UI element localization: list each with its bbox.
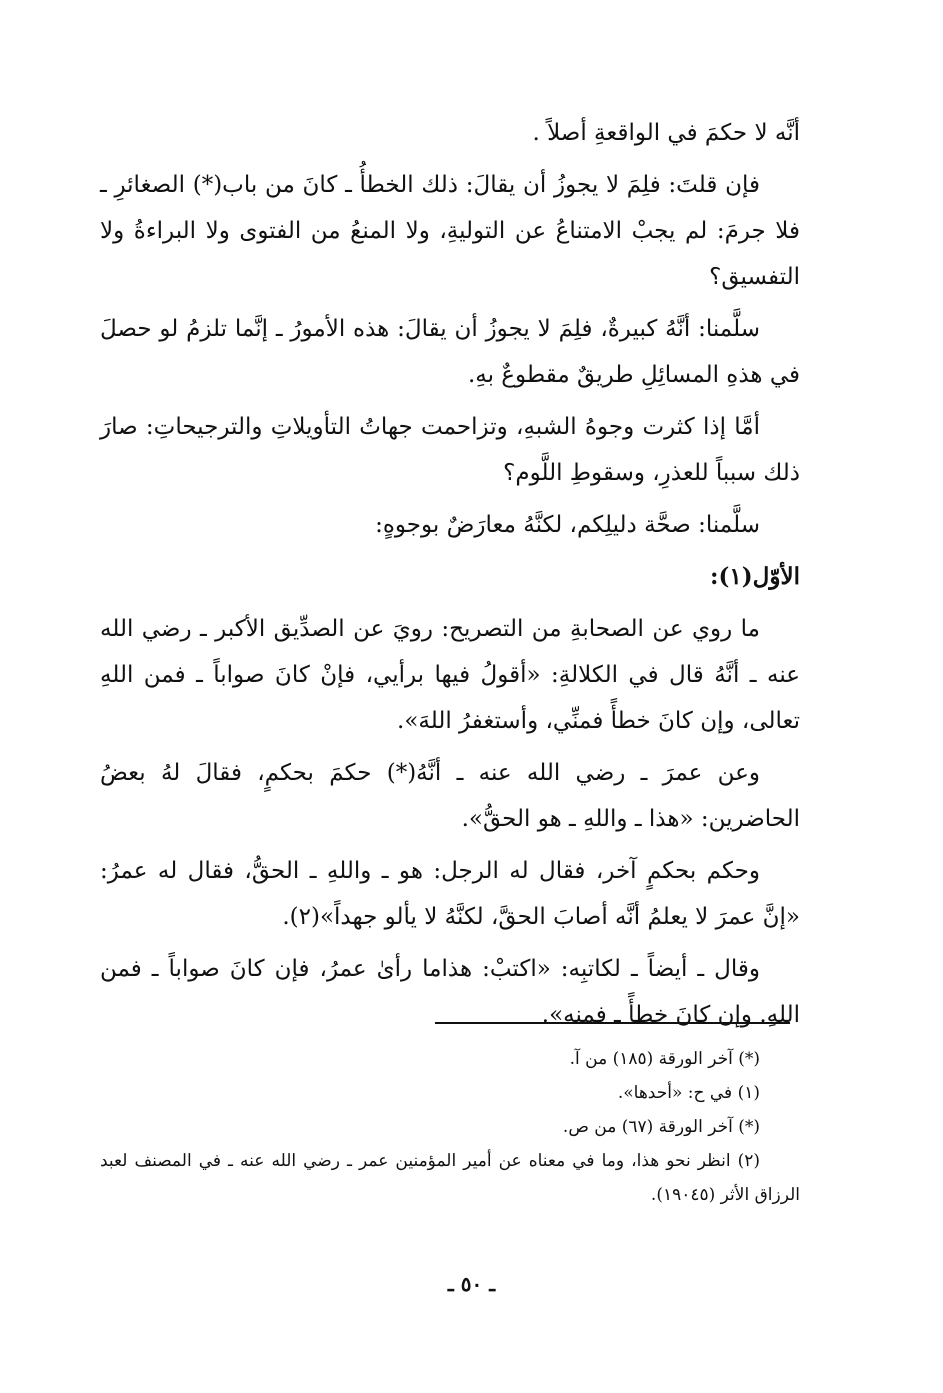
- paragraph: وحكم بحكمٍ آخر، فقال له الرجل: هو ـ واللهِ ـ الحقُّ، فقال له عمرُ: «إنَّ عمرَ لا يعلمُ أنَّه أصابَ الحقَّ، لكنَّهُ لا يألو جهداً»(٢).: [100, 858, 800, 930]
- footnotes: [100, 1042, 800, 1212]
- paragraph: وعن عمرَ ـ رضي الله عنه ـ أنَّهُ(*) حكمَ بحكمٍ، فقالَ لهُ بعضُ الحاضرين: «هذا ـ واللهِ ـ هو الحقُّ».: [100, 760, 800, 832]
- footnote: (١) في ح: «أحدها».: [617, 1083, 760, 1103]
- main-text: [100, 110, 800, 1044]
- paragraph: أمَّا إذا كثرت وجوهُ الشبهِ، وتزاحمت جهاتُ التأويلاتِ والترجيحاتِ: صارَ ذلك سبباً للعذرِ، وسقوطِ اللَّوم؟: [100, 414, 800, 486]
- paragraph: سلَّمنا: صحَّة دليلِكم، لكنَّهُ معارَضٌ بوجوهٍ:: [375, 512, 760, 538]
- paragraph: وقال ـ أيضاً ـ لكاتبِه: «اكتبْ: هذاما رأىٰ عمرُ، فإن كانَ صواباً ـ فمن اللهِ. وإن كانَ خطأً ـ فمنه».: [100, 956, 800, 1028]
- footnote: (٢) انظر نحو هذا، وما في معناه عن أمير المؤمنين عمر ـ رضي الله عنه ـ في المصنف لعبد الرزاق الأثر (١٩٠٤٥).: [100, 1151, 800, 1205]
- paragraph: فإن قلتَ: فلِمَ لا يجوزُ أن يقالَ: ذلك الخطأُ ـ كانَ من باب(*) الصغائرِ ـ فلا جرمَ: لم يجبْ الامتناعُ عن التوليةِ، ولا المنعُ من الفتوى ولا البراءةُ ولا التفسيق؟: [100, 172, 800, 290]
- paragraph: ما روي عن الصحابةِ من التصريح: رويَ عن الصدِّيق الأكبر ـ رضي الله عنه ـ أنَّهُ قال في الكلالةِ: «أقولُ فيها برأيي، فإنْ كانَ صواباً ـ فمن اللهِ تعالى، وإن كانَ خطأً فمنِّي، وأستغفرُ اللهَ».: [100, 616, 800, 734]
- page-number: ـ ٥٠ ـ: [447, 1272, 496, 1296]
- paragraph: أنَّه لا حكمَ في الواقعةِ أصلاً .: [532, 120, 800, 146]
- footnote: (*) آخر الورقة (٦٧) من ص.: [562, 1117, 760, 1137]
- footnote: (*) آخر الورقة (١٨٥) من آ.: [569, 1049, 760, 1069]
- paragraph: سلَّمنا: أنَّهُ كبيرةٌ، فلِمَ لا يجوزُ أن يقالَ: هذه الأمورُ ـ إنَّما تلزمُ لو حصلَ في هذهِ المسائِلِ طريقٌ مقطوعٌ بهِ.: [100, 316, 800, 388]
- section-heading: الأوّل(١):: [710, 563, 800, 590]
- footnote-divider: [435, 1022, 790, 1024]
